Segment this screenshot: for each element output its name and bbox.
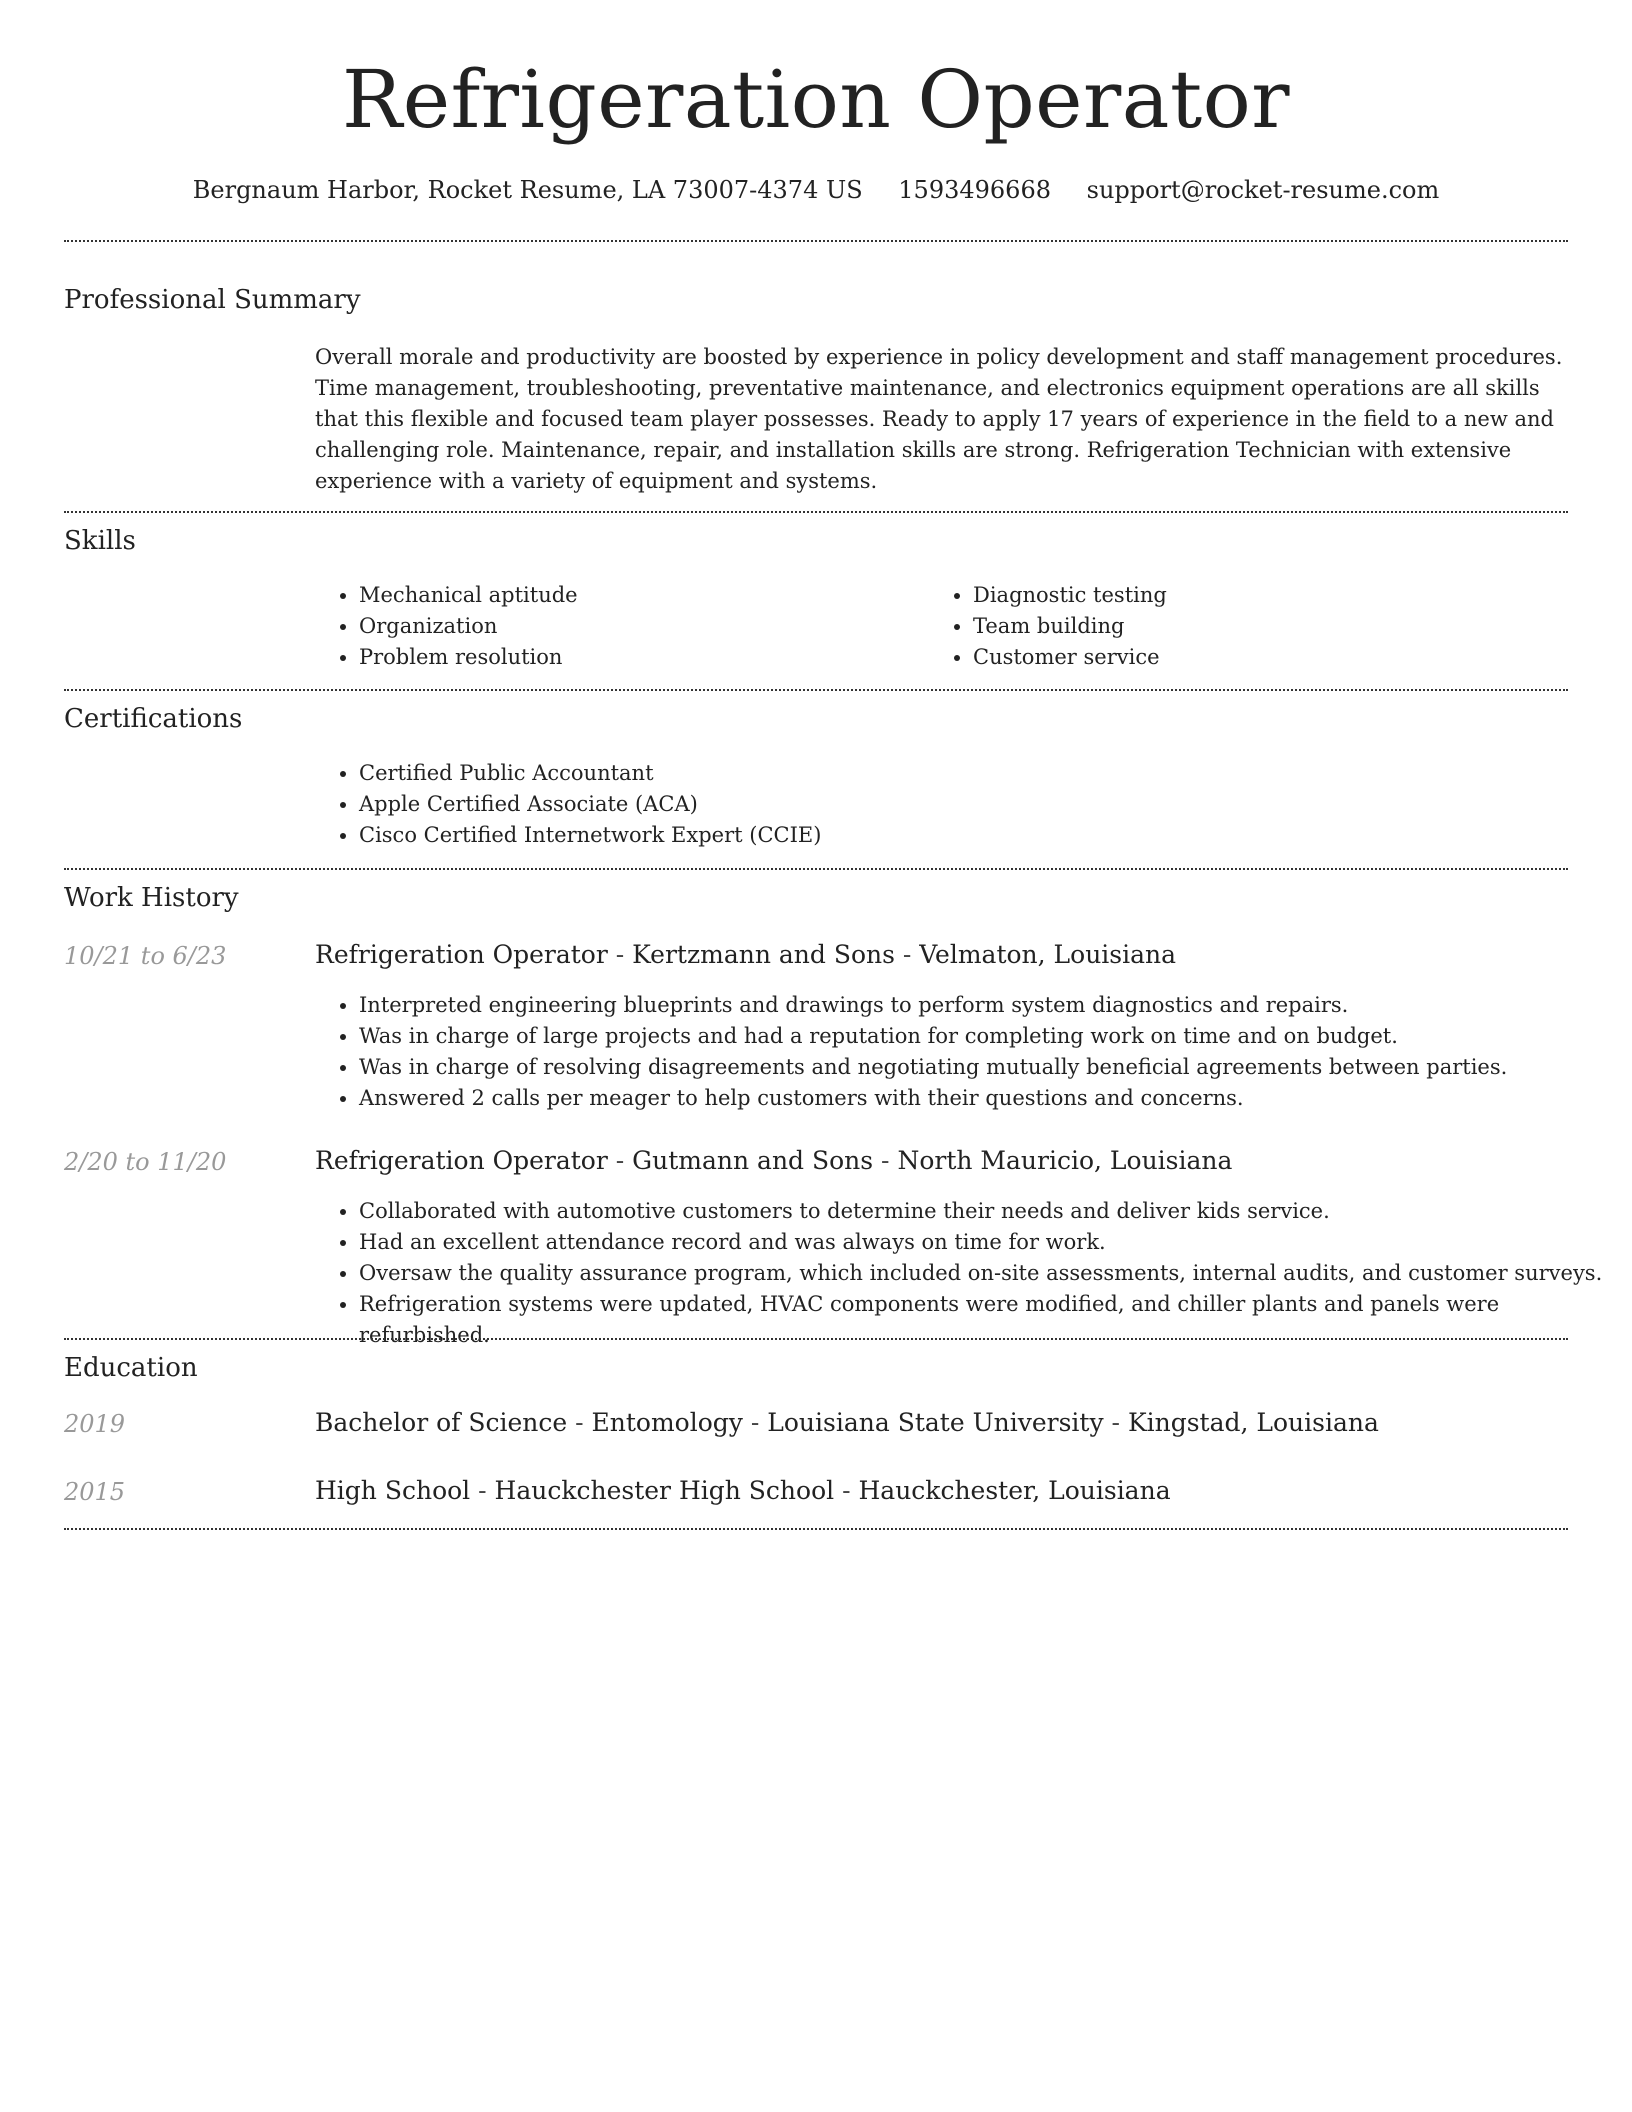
divider	[64, 511, 1568, 513]
job-bullet: • Was in charge of resolving disagreements and negotiating mutually beneficial agreements between parties.	[359, 1052, 1609, 1083]
education-school: Hauckchester High School	[494, 1476, 835, 1505]
divider	[64, 868, 1568, 870]
job-company: Gutmann and Sons	[632, 1146, 874, 1175]
education-location: Hauckchester, Louisiana	[858, 1476, 1171, 1505]
job-bullet: • Interpreted engineering blueprints and drawings to perform system diagnostics and repairs.	[359, 990, 1609, 1021]
job-dates: 2/20 to 11/20	[64, 1148, 227, 1176]
summary-text: Overall morale and productivity are boosted by experience in policy development and staff management procedures. Time management, troubleshooting, preventative maintenance, and electronics equipment operations are all skills that this flexible and focused team player possesses. Ready to apply 17 years of experience in the field to a new and challenging role. Maintenance, repair, and installation skills are strong. Refrigeration Technician with extensive experience with a variety of equipment and systems.	[315, 345, 1563, 493]
job-bullet: • Collaborated with automotive customers to determine their needs and deliver kids service.	[359, 1196, 1619, 1227]
contact-address: Bergnaum Harbor, Rocket Resume, LA 73007-4374 US	[192, 176, 863, 204]
contact-line	[0, 170, 1632, 210]
skills-heading: Skills	[64, 526, 136, 556]
separator: -	[607, 1146, 633, 1175]
certification-item: • Certified Public Accountant	[359, 758, 1559, 789]
skill-item: • Mechanical aptitude	[359, 580, 919, 611]
job-title: Refrigeration Operator	[315, 1146, 608, 1175]
separator: -	[607, 940, 633, 969]
skill-item: • Team building	[973, 611, 1573, 642]
certifications-list	[315, 758, 1559, 851]
certifications-heading: Certifications	[64, 704, 243, 734]
divider	[64, 689, 1568, 691]
skills-list-right	[929, 580, 1573, 673]
education-degree: High School	[315, 1476, 471, 1505]
job-dates: 10/21 to 6/23	[64, 942, 227, 970]
job-bullet: • Was in charge of large projects and had a reputation for completing work on time and on budget.	[359, 1021, 1609, 1052]
job-bullets	[315, 1196, 1619, 1351]
education-location: Kingstad, Louisiana	[1127, 1408, 1379, 1437]
separator: -	[567, 1408, 592, 1437]
resume-title: Refrigeration Operator	[342, 53, 1290, 146]
separator: -	[894, 940, 920, 969]
skill-item: • Problem resolution	[359, 642, 919, 673]
divider	[64, 1338, 1568, 1340]
education-heading: Education	[64, 1353, 198, 1383]
skills-list-left	[315, 580, 919, 673]
certification-item: • Cisco Certified Internetwork Expert (CCIE)	[359, 820, 1559, 851]
education-year: 2019	[64, 1410, 126, 1438]
summary-heading: Professional Summary	[64, 285, 361, 315]
skill-item: • Organization	[359, 611, 919, 642]
contact-phone: 1593496668	[898, 176, 1051, 204]
education-year: 2015	[64, 1478, 126, 1506]
education-entry	[315, 1406, 1379, 1440]
skill-item: • Customer service	[973, 642, 1573, 673]
job-bullet: • Had an excellent attendance record and was always on time for work.	[359, 1227, 1619, 1258]
divider	[64, 240, 1568, 242]
education-degree: Bachelor of Science	[315, 1408, 568, 1437]
separator: -	[834, 1476, 859, 1505]
job-title: Refrigeration Operator	[315, 940, 608, 969]
job-location: North Mauricio, Louisiana	[897, 1146, 1233, 1175]
contact-email: support@rocket-resume.com	[1086, 176, 1440, 204]
divider	[64, 1528, 1568, 1530]
certification-item: • Apple Certified Associate (ACA)	[359, 789, 1559, 820]
job-bullet: • Refrigeration systems were updated, HVAC components were modified, and chiller plants and panels were refurbished.	[359, 1289, 1619, 1351]
job-header	[315, 938, 1176, 972]
job-bullet: • Answered 2 calls per meager to help customers with their questions and concerns.	[359, 1083, 1609, 1114]
separator: -	[742, 1408, 768, 1437]
job-header	[315, 1144, 1232, 1178]
work-history-heading: Work History	[64, 883, 239, 913]
education-entry	[315, 1474, 1171, 1508]
separator: -	[873, 1146, 898, 1175]
education-school: Louisiana State University	[767, 1408, 1104, 1437]
separator: -	[470, 1476, 495, 1505]
education-field: Entomology	[591, 1408, 743, 1437]
job-company: Kertzmann and Sons	[632, 940, 895, 969]
separator: -	[1103, 1408, 1128, 1437]
job-location: Velmaton, Louisiana	[919, 940, 1177, 969]
skill-item: • Diagnostic testing	[973, 580, 1573, 611]
job-bullet: • Oversaw the quality assurance program, which included on-site assessments, internal audits, and customer surveys.	[359, 1258, 1619, 1289]
job-bullets	[315, 990, 1609, 1114]
